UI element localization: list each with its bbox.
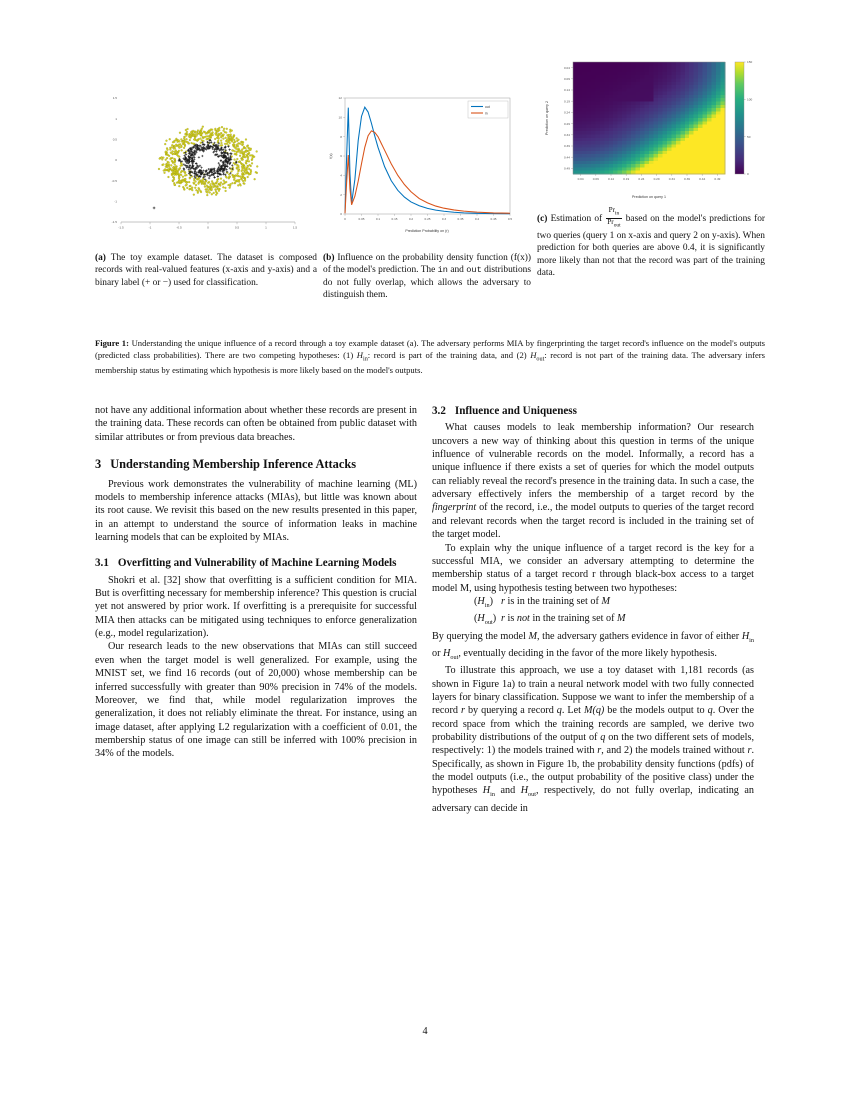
subcaption-c-text-1: Estimation of [550, 213, 606, 224]
h-out-subscript-1: out [536, 355, 545, 363]
section-3-2-title: Influence and Uniqueness [454, 405, 577, 417]
p32c-text-2: , the adversary gathers evidence in favor of either [536, 630, 742, 642]
model-m-1: M [601, 595, 610, 607]
record-r-5: r [747, 745, 752, 757]
p32c-text-4: , eventually deciding in the favor of the more likely hypothesis. [458, 648, 717, 659]
subcaption-b-text-3: distributions do not fully overlap, which allows the adversary to distinguish them. [323, 265, 531, 301]
paren-open-1: ( [474, 595, 478, 607]
p32d-text-8: . Specifically, as shown in Figure 1b, the probability density functions (pdfs) of the model outputs (i.e., the output probability of the positive class) under the hypotheses [432, 745, 755, 797]
svg-text:0.29: 0.29 [563, 121, 570, 126]
subcaption-b-label: (b) [323, 253, 335, 263]
scatter-svg [95, 88, 317, 238]
hypothesis-in-line [432, 595, 754, 612]
h-symbol-in-2: H [741, 630, 750, 642]
section-3-1-title: Overfitting and Vulnerability of Machine Learning Models [117, 557, 397, 570]
subcaption-c-label: (c) [537, 213, 548, 224]
svg-text:-1: -1 [148, 225, 152, 230]
svg-text:0.24: 0.24 [563, 110, 570, 115]
hyp-in-text: is in the training set of [504, 595, 602, 607]
svg-text:0.44: 0.44 [699, 177, 706, 182]
hyp-out-text-2: in the training set of [529, 613, 618, 625]
h-sub-out: out [484, 619, 493, 627]
paragraph-3-2-a [432, 421, 754, 541]
h-sub-in-2: in [749, 636, 754, 644]
section-heading-3-2 [432, 404, 754, 418]
svg-text:0.35: 0.35 [457, 217, 464, 222]
svg-text:0: 0 [344, 217, 346, 222]
hypothesis-in-name [461, 595, 501, 612]
svg-text:Prediction on query 1: Prediction on query 1 [632, 195, 666, 199]
paragraph-3-1-a: Shokri et al. [32] show that overfitting is a sufficient condition for MIA. But is overfitting necessary for membership inference? This question is crucial yet not answered by prior work. If overfitting is a prerequisite for successful MIA then attacks can be mitigated using techniques to enforce generalization (e.g., model regularization). [95, 574, 417, 640]
hyp-out-text-1: is [504, 613, 517, 625]
pdf-svg [323, 88, 531, 236]
svg-text:4: 4 [340, 173, 342, 178]
pdf-line-plot [323, 88, 531, 236]
svg-text:0.15: 0.15 [391, 217, 398, 222]
fingerprint-emphasis: fingerprint [432, 502, 477, 514]
query-q-2: q [707, 705, 713, 717]
model-output-mq: M(q) [583, 705, 605, 717]
p32d-text-9: and [494, 785, 521, 797]
subfigure-a [95, 52, 317, 238]
paragraph-3-2-b: To explain why the unique influence of a target record is the key for a successful MIA, we consider an adversary attempting to determine the membership status of a target record r through black-box access to a target model M, using hypothesis testing between two hypotheses: [432, 542, 754, 594]
svg-text:1.5: 1.5 [292, 225, 298, 230]
subcaption-c [537, 207, 765, 279]
subcaption-a-text: The toy example dataset. The dataset is composed records with real-valued features (x-axis and y-axis) and a binary label (+ or −) used for classification. [95, 253, 317, 288]
paragraph-3-2-d [432, 664, 754, 815]
paren-close-2: ) [492, 613, 497, 625]
paragraph-3-2-c [432, 630, 754, 665]
svg-text:10: 10 [338, 115, 342, 120]
svg-text:0: 0 [115, 158, 117, 163]
svg-text:0.04: 0.04 [577, 177, 584, 182]
not-emphasis: not [516, 613, 530, 625]
svg-text:0.49: 0.49 [714, 177, 721, 182]
svg-text:50: 50 [747, 134, 751, 139]
figure-1-caption-text-1: Understanding the unique influence of a record through a toy example dataset (a). The adversary performs MIA by fingerprinting the target record's influence on the model's outputs (predicted class probabilities). There are two competing hypotheses: (1) [95, 338, 765, 360]
subcaption-b-mono-in: in [437, 265, 448, 276]
svg-text:8: 8 [340, 134, 342, 139]
h-sub-in-3: in [490, 791, 495, 799]
p32d-text-5: . Over the record space from which the training records are sampled, we derive two probability distributions of the output of [432, 705, 755, 744]
record-r-3: r [461, 705, 465, 717]
paragraph-3-intro: Previous work demonstrates the vulnerability of machine learning (ML) models to membership inference attacks (MIAs), but little was known about its root cause. We revisit this based on the new results presented in this paper, in an attempt to understand the source of information leaks in machine learning models that can be exploited by MIAs. [95, 478, 417, 543]
svg-text:0.44: 0.44 [563, 155, 570, 160]
query-q-1: q [556, 705, 562, 717]
p32d-text-2: by querying a record [464, 705, 557, 717]
svg-text:0.09: 0.09 [563, 77, 570, 81]
svg-text:0.04: 0.04 [563, 65, 570, 70]
svg-text:1: 1 [115, 116, 117, 121]
scatter-plot [95, 88, 317, 238]
svg-text:0.19: 0.19 [563, 99, 570, 104]
p32a-text-2: of the record, i.e., the model outputs to queries of the target record and relevant records when the target record is included in the training set of the target model. [432, 502, 754, 541]
paren-open-2: ( [474, 613, 478, 625]
svg-text:0.14: 0.14 [563, 88, 570, 93]
p32d-text-3: . Let [561, 705, 584, 717]
svg-text:0.34: 0.34 [563, 133, 570, 137]
h-in-subscript-1: in [362, 355, 368, 363]
model-m-2: M [617, 613, 626, 625]
svg-text:0.45: 0.45 [490, 217, 497, 222]
svg-text:6: 6 [340, 154, 342, 159]
svg-text:12: 12 [338, 96, 342, 101]
p32d-text-7: , and 2) the models trained without [601, 745, 748, 757]
h-symbol-out-2: H [443, 648, 451, 659]
svg-text:0.34: 0.34 [668, 177, 675, 182]
svg-text:f(x): f(x) [329, 153, 333, 159]
record-r-2: r [501, 613, 505, 625]
subcaption-a [95, 252, 317, 289]
section-3-title: Understanding Membership Inference Attacks [110, 457, 357, 472]
section-3-1-number: 3.1 [95, 557, 109, 570]
svg-text:1: 1 [265, 225, 267, 230]
svg-text:0.5: 0.5 [112, 137, 117, 142]
svg-text:100: 100 [747, 97, 753, 102]
h-out-symbol-1: H [530, 349, 537, 360]
pdf-legend [468, 101, 508, 118]
svg-text:0.5: 0.5 [507, 217, 513, 222]
subfigure-b [323, 52, 531, 236]
section-heading-3-1 [95, 556, 417, 570]
subcaption-b-text-2: and [447, 265, 467, 276]
svg-text:Prediction Probability on (r): Prediction Probability on (r) [405, 229, 449, 233]
svg-text:0.29: 0.29 [653, 177, 660, 182]
p32d-text-1: To illustrate this approach, we use a toy dataset with 1,181 records (as shown in Figure 1a) to train a neural network model with two fully connected layers for binary classification. Suppose we want to infer the membership of a record [432, 665, 754, 717]
pr-in-text: Pr [608, 206, 616, 214]
subcaption-b [323, 252, 531, 302]
query-q-3: q [600, 732, 606, 744]
p32c-text-3: or [432, 648, 444, 659]
heatmap-svg [537, 52, 765, 204]
figure-1 [95, 52, 765, 327]
p32d-text-4: be the models output to [604, 705, 708, 717]
section-heading-3 [95, 457, 417, 473]
p32d-text-10: , respectively, do not fully overlap, indicating an adversary can decide in [432, 785, 755, 814]
paragraph-continued: not have any additional information about whether these records are present in the training data. These records can often be obtained from public dataset with similar attributes or from previous data breaches. [95, 405, 417, 443]
svg-text:-1.5: -1.5 [111, 220, 117, 225]
subcaption-a-label: (a) [95, 253, 106, 263]
h-symbol-out-3: H [520, 785, 529, 797]
svg-text:0.3: 0.3 [441, 217, 447, 222]
pr-ratio-fraction [606, 207, 621, 230]
svg-text:0.14: 0.14 [607, 177, 615, 182]
svg-text:-1.5: -1.5 [118, 225, 124, 230]
fraction-denominator [606, 219, 621, 230]
p32c-text-1: By querying the model [432, 630, 529, 642]
svg-text:0.09: 0.09 [592, 177, 599, 182]
subcaption-b-mono-out: out [466, 265, 482, 276]
svg-text:0.49: 0.49 [563, 166, 570, 171]
left-column [95, 404, 417, 761]
record-r-4: r [597, 745, 602, 757]
record-r-1: r [501, 595, 505, 607]
svg-text:0.05: 0.05 [358, 217, 365, 222]
page-number: 4 [422, 1026, 428, 1037]
svg-text:2: 2 [340, 192, 342, 197]
svg-text:0.39: 0.39 [683, 177, 691, 182]
p32a-text-1: What causes models to leak membership information? Our research uncovers a new way of thinking about this question in terms of the unique influence of vulnerable records on the model. Informally, a record has a unique influence if there exists a set of queries for which the model outputs can reliably reveal the record's presence in the training data. In such a case, the adversary effectively infers the membership of a target record by the [432, 422, 754, 501]
h-sub-out-3: out [528, 791, 536, 799]
figure-1-caption-label: Figure 1: [95, 338, 129, 348]
h-sub-in: in [484, 601, 490, 609]
paragraph-3-1-b: Our research leads to the new observations that MIAs can still succeed even when the target model is well generalized. For example, using the MNIST set, we find 16 records (out of 20,000) whose membership can be inferred successfully with greater than 90% precision in 74% of the models. Moreover, we find that, while model regularization improves the generalization, it does not reliably eliminate the threat. For instance, using an image dataset, after applying L2 regularization with a coefficient of 0.01, the membership status of one image can still be inferred with 100% precision in 34% of the models. [95, 641, 417, 760]
section-3-2-number: 3.2 [432, 405, 446, 417]
h-symbol-in-3: H [482, 785, 491, 797]
hypothesis-out-line [432, 612, 754, 629]
svg-text:0.1: 0.1 [375, 217, 381, 222]
colorbar [735, 62, 744, 174]
pr-out-text: Pr [607, 217, 614, 226]
right-column [432, 404, 754, 815]
pr-out-sub: out [613, 222, 621, 229]
svg-text:0: 0 [340, 212, 342, 217]
svg-text:0.5: 0.5 [234, 225, 240, 230]
figure-1-caption-text-2: : record is part of the training data, and (2) [367, 349, 531, 360]
svg-text:0.24: 0.24 [638, 177, 645, 182]
paren-close-1: ) [489, 595, 493, 607]
subfigure-c [537, 52, 765, 204]
svg-text:-0.5: -0.5 [111, 178, 117, 183]
h-symbol-out: H [477, 613, 485, 625]
svg-text:Prediction on query 2: Prediction on query 2 [545, 101, 549, 135]
svg-text:0.4: 0.4 [474, 217, 480, 222]
svg-text:out: out [485, 105, 490, 109]
p32d-text-6: on the two different sets of models, respectively: 1) the models trained with [432, 732, 754, 757]
svg-text:-0.5: -0.5 [176, 225, 182, 230]
svg-text:0: 0 [747, 172, 749, 177]
svg-text:0: 0 [207, 225, 209, 230]
hypothesis-out-name [461, 612, 501, 629]
h-in-symbol-1: H [356, 349, 363, 360]
h-sub-out-2: out [450, 654, 459, 662]
svg-text:150: 150 [747, 60, 753, 65]
svg-text:0.19: 0.19 [623, 177, 630, 182]
svg-text:0.25: 0.25 [424, 217, 431, 222]
model-m-3: M [528, 630, 537, 642]
svg-text:-1: -1 [114, 199, 117, 204]
svg-text:1.5: 1.5 [112, 96, 117, 101]
svg-text:0.39: 0.39 [563, 144, 570, 149]
pr-in-sub: in [615, 210, 620, 217]
svg-text:in: in [485, 111, 488, 116]
subcaption-c-text-2: based on the model's predictions for two queries (query 1 on x-axis and query 2 on y-axis). When prediction for both queries are above 0.4, it is significantly more likely than not that the record was part of the training data. [537, 213, 766, 278]
section-3-number: 3 [95, 457, 102, 472]
h-symbol-in: H [477, 595, 485, 607]
figure-1-caption-text-3: : record is not part of the training data. The adversary infers membership status by estimating which hypothesis is more likely based on the model's outputs. [95, 349, 765, 375]
subcaption-b-text-1: Influence on the probability density function (f(x)) of the model's prediction. The [323, 253, 532, 276]
svg-text:0.2: 0.2 [408, 217, 414, 222]
heatmap-plot [537, 52, 765, 204]
figure-1-caption [95, 338, 765, 377]
